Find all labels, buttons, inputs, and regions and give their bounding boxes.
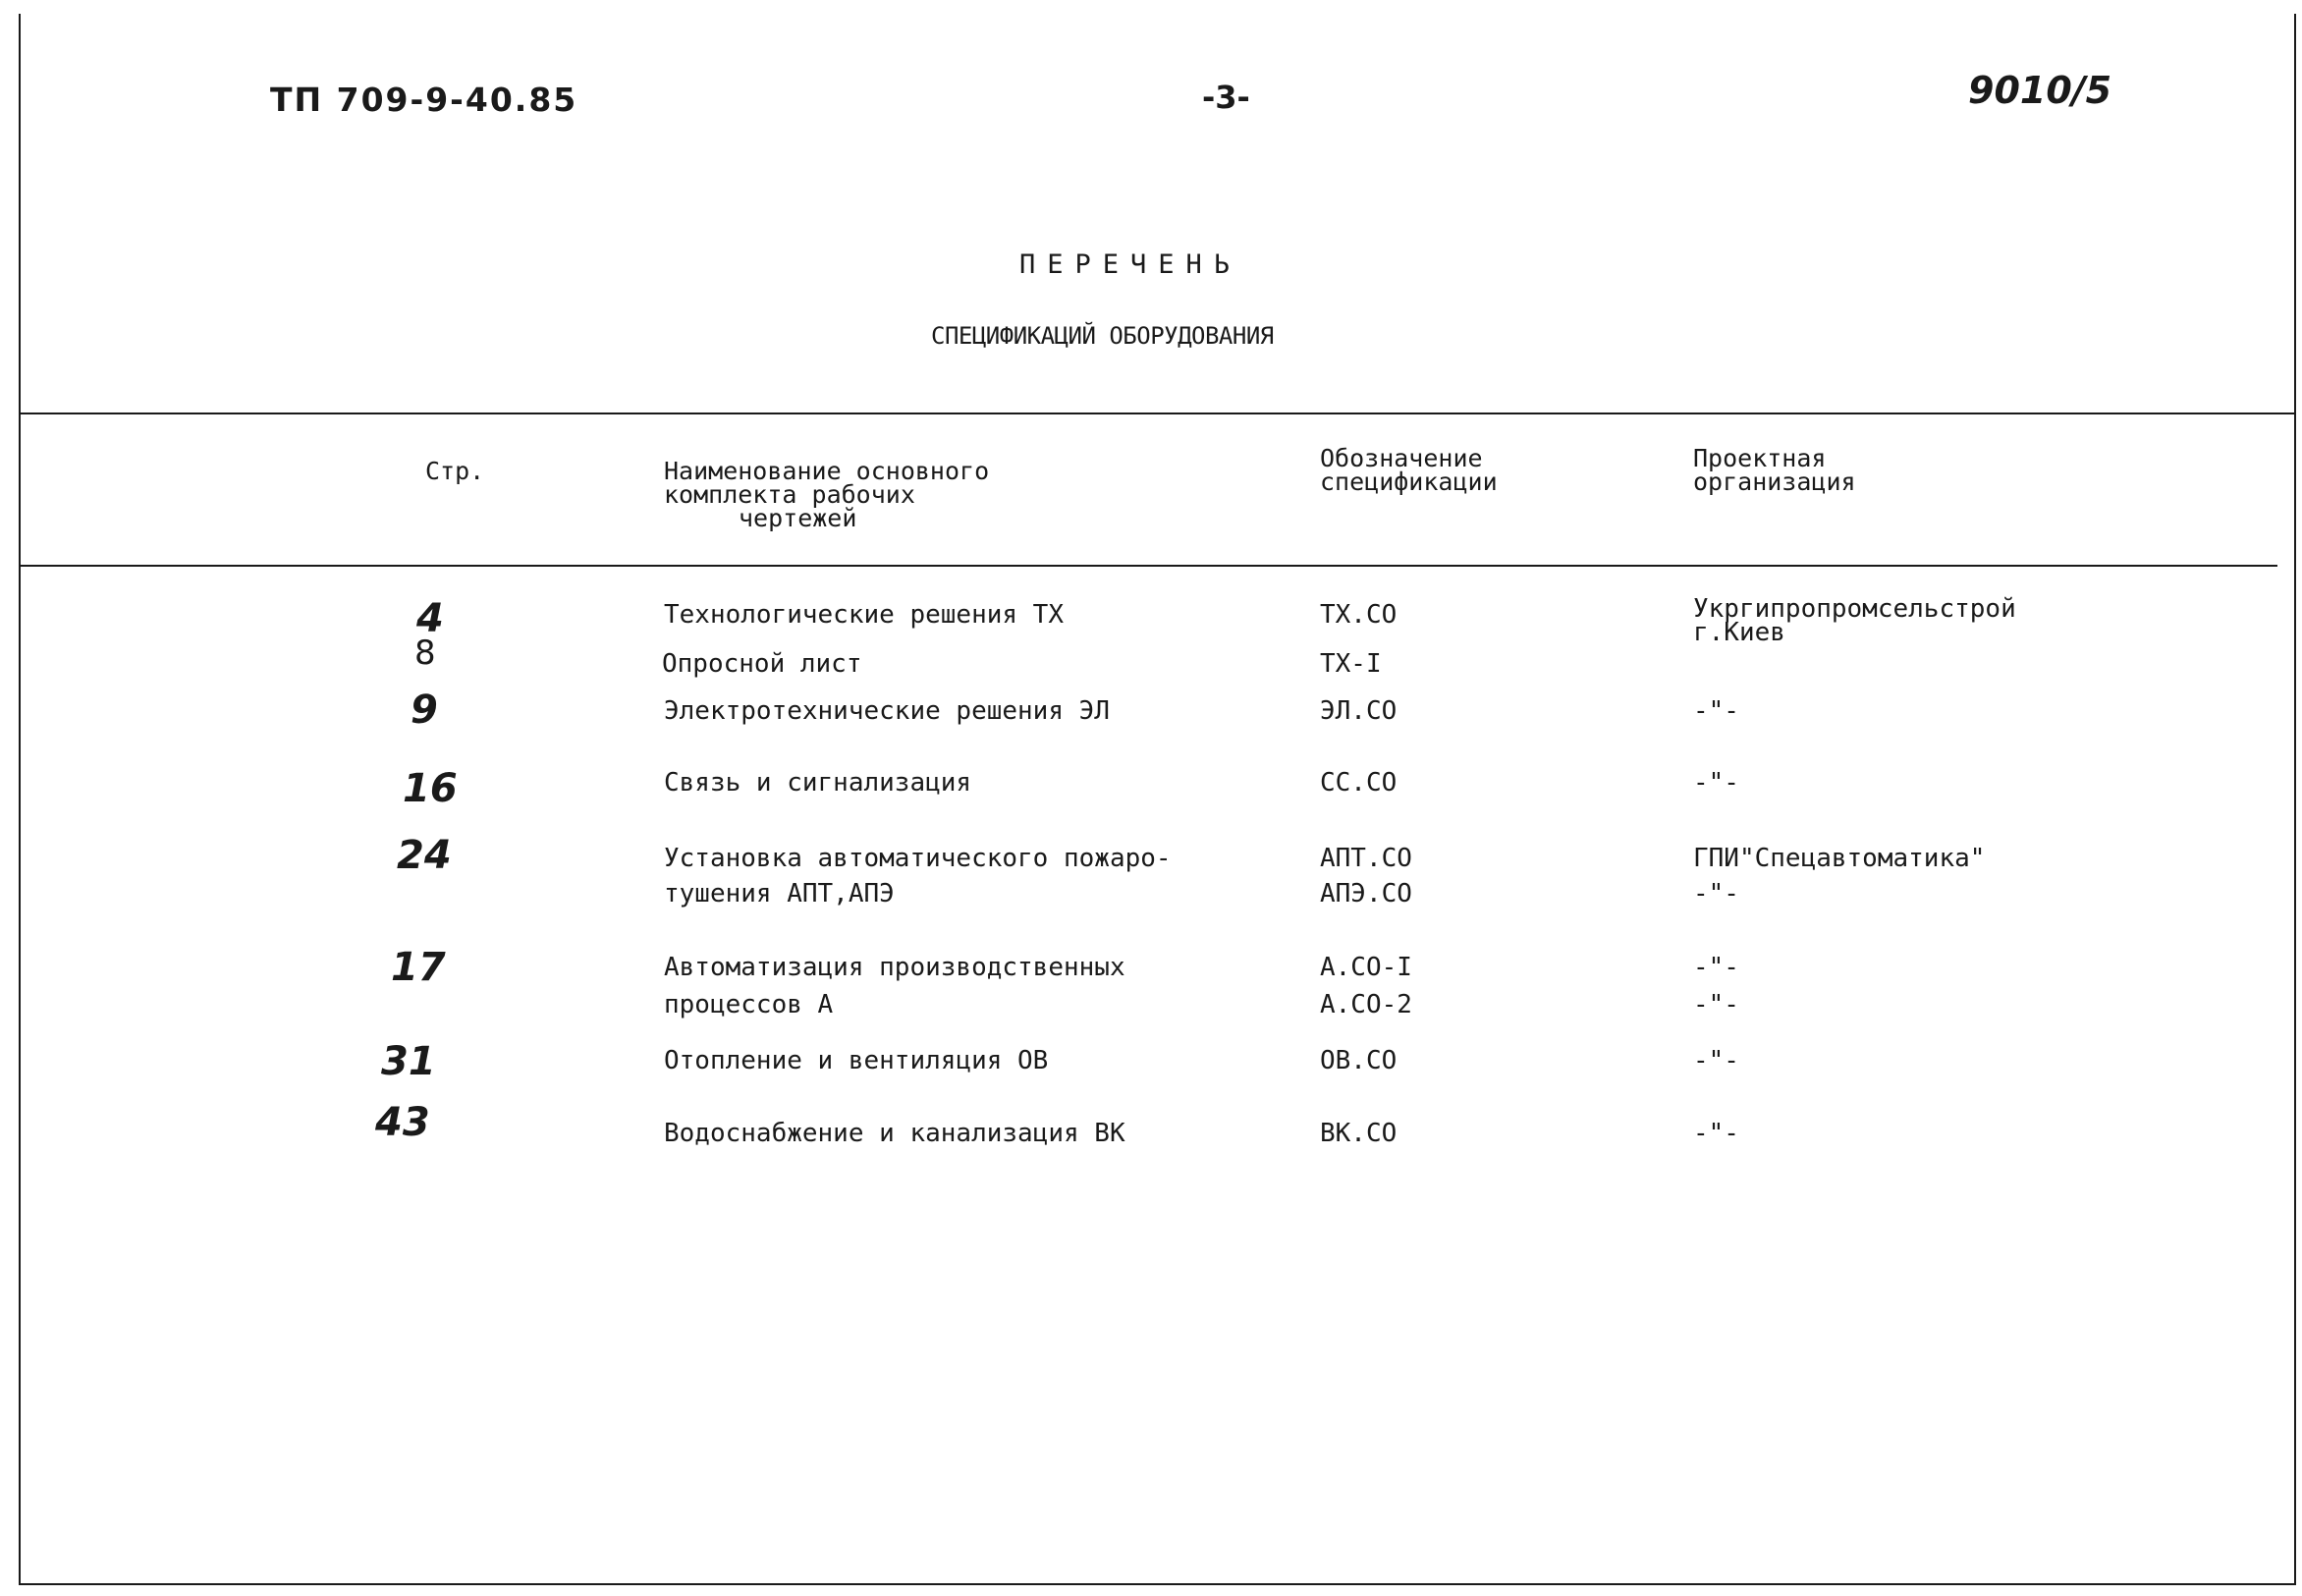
table-top-rule	[19, 413, 2296, 414]
page-number-label: -3-	[1202, 79, 1250, 116]
row-designation: ТХ-I	[1320, 649, 1382, 679]
column-header-name-line: чертежей	[739, 504, 857, 532]
frame-right-border	[2294, 14, 2296, 1585]
row-name-line: Автоматизация производственных	[664, 953, 1125, 982]
row-organization: -"-	[1693, 768, 1739, 798]
column-header-designation-line: спецификации	[1320, 468, 1498, 496]
row-organization	[1693, 949, 1739, 1023]
row-name-line: тушения АПТ,АПЭ	[664, 879, 895, 908]
row-organization: -"-	[1693, 1046, 1739, 1075]
column-header-organization	[1693, 444, 1856, 496]
row-name-line: Установка автоматического пожаро-	[664, 844, 1172, 873]
row-designation	[1320, 949, 1412, 1023]
row-designation: ВК.СО	[1320, 1119, 1398, 1148]
frame-left-border	[19, 14, 21, 1585]
row-name	[664, 841, 1172, 911]
column-header-name	[664, 457, 990, 532]
row-organization-line: -"-	[1693, 953, 1739, 982]
row-organization-line: -"-	[1693, 990, 1739, 1019]
row-organization-line: ГПИ"Спецавтоматика"	[1693, 844, 1986, 873]
column-header-name-line: комплекта рабочих	[664, 480, 915, 509]
row-designation: СС.СО	[1320, 768, 1398, 798]
archive-number: 9010/5	[1968, 69, 2112, 112]
row-page-number: 17	[391, 945, 446, 990]
row-designation: ТХ.СО	[1320, 600, 1398, 630]
row-designation-line: АПТ.СО	[1320, 844, 1412, 873]
row-name: Электротехнические решения ЭЛ	[664, 696, 1110, 726]
column-header-page: Стр.	[425, 457, 485, 485]
row-page-number: 16	[403, 766, 458, 811]
row-page-number: 31	[381, 1039, 436, 1084]
row-name-line: процессов А	[664, 990, 834, 1019]
row-designation: ЭЛ.СО	[1320, 696, 1398, 726]
row-designation-line: АПЭ.СО	[1320, 879, 1412, 908]
row-organization	[1693, 841, 1985, 911]
row-name: Водоснабжение и канализация ВК	[664, 1119, 1125, 1148]
row-organization-line: Укргипропромсельстрой	[1693, 594, 2016, 624]
row-organization: -"-	[1693, 1119, 1739, 1148]
row-designation: ОВ.СО	[1320, 1046, 1398, 1075]
row-page-number: 24	[397, 833, 452, 878]
document-subtitle: СПЕЦИФИКАЦИЙ ОБОРУДОВАНИЯ	[931, 322, 1274, 350]
row-page-number: 8	[414, 633, 436, 673]
document-code: ТП 709-9-40.85	[270, 81, 578, 119]
row-organization-line: г.Киев	[1693, 618, 1785, 647]
column-header-name-line: Наименование основного	[664, 457, 990, 485]
column-header-designation	[1320, 444, 1498, 496]
row-organization-line: -"-	[1693, 879, 1739, 908]
document-title: ПЕРЕЧЕНЬ	[1019, 249, 1242, 280]
row-designation	[1320, 841, 1412, 911]
row-page-number: 4	[416, 596, 444, 641]
row-name: Опросной лист	[662, 649, 862, 679]
row-page-number: 43	[375, 1100, 430, 1145]
row-page-number: 9	[411, 688, 438, 733]
table-header-rule	[19, 565, 2277, 567]
row-organization	[1693, 594, 2016, 647]
frame-bottom-border	[19, 1583, 2296, 1585]
row-name: Отопление и вентиляция ОВ	[664, 1046, 1049, 1075]
row-designation-line: А.СО-I	[1320, 953, 1412, 982]
row-designation-line: А.СО-2	[1320, 990, 1412, 1019]
row-organization: -"-	[1693, 696, 1739, 726]
row-name	[664, 949, 1125, 1023]
column-header-designation-line: Обозначение	[1320, 444, 1483, 472]
row-name: Связь и сигнализация	[664, 768, 972, 798]
column-header-organization-line: Проектная	[1693, 444, 1827, 472]
row-name: Технологические решения ТХ	[664, 600, 1064, 630]
column-header-organization-line: организация	[1693, 468, 1856, 496]
